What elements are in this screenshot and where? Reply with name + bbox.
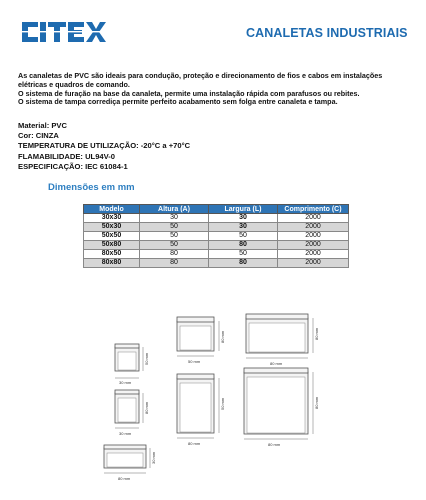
dimension-label: 80 mm [268, 442, 281, 447]
profile-drawing [104, 445, 156, 481]
table-cell: 80x50 [84, 250, 140, 259]
dimension-label: 80 mm [314, 327, 319, 340]
dimension-label: 80 mm [314, 396, 319, 409]
table-cell: 80 [209, 259, 278, 268]
spec-cor: Cor: CINZA [18, 131, 59, 141]
intro-line: As canaletas de PVC são ideais para condução, proteção e direcionamento de fios e cabos em instalações [18, 71, 383, 80]
dimension-label: 80 mm [144, 401, 149, 414]
table-cell: 2000 [278, 259, 349, 268]
intro-line: elétricas e quadros de comando. [18, 79, 130, 89]
intro-line: O sistema de furação na base da canaleta, permite uma instalação rápida com parafusos ou rebites. [18, 88, 360, 98]
dimension-label: 50 mm [220, 397, 225, 410]
table-cell: 80 [140, 250, 209, 259]
table-cell: 50x30 [84, 223, 140, 232]
intro-line: O sistema de tampa corrediça permite perfeito acabamento sem folga entre canaleta e tampa. [18, 97, 338, 107]
column-header: Modelo [84, 205, 140, 214]
table-cell: 80 [140, 259, 209, 268]
dimension-label: 80 mm [220, 330, 225, 343]
dimension-label: 80 mm [270, 361, 283, 366]
spec-temperatura: TEMPERATURA DE UTILIZAÇÃO: -20°C a +70°C [18, 141, 191, 151]
dimension-label: 80 mm [188, 441, 201, 446]
table-cell: 2000 [278, 241, 349, 250]
table-cell: 50x80 [84, 241, 140, 250]
table-cell: 50 [140, 241, 209, 250]
dimension-label: 50 mm [144, 352, 149, 365]
table-cell: 80x80 [84, 259, 140, 268]
profile-drawing [246, 314, 319, 366]
table-cell: 2000 [278, 250, 349, 259]
table-cell: 30 [209, 214, 278, 223]
dimension-label: 30 mm [119, 431, 132, 436]
spec-flamabilidade: FLAMABILIDADE: UL94V-0 [18, 151, 116, 161]
table-cell: 50 [140, 223, 209, 232]
page-title: CANALETAS INDUSTRIAIS [246, 26, 408, 40]
column-header: Largura (L) [209, 205, 278, 214]
profile-drawing [244, 368, 319, 447]
dimension-label: 30 mm [119, 380, 132, 385]
dimensions-title: Dimensões em mm [48, 182, 135, 193]
dimension-label: 80 mm [118, 476, 131, 481]
profile-drawing [177, 317, 225, 364]
spec-especificacao: ESPECIFICAÇÃO: IEC 61084-1 [18, 161, 128, 171]
column-header: Comprimento (C) [278, 205, 349, 214]
dimension-label: 30 mm [151, 451, 156, 464]
table-cell: 50 [209, 250, 278, 259]
table-cell: 50 [140, 232, 209, 241]
profile-drawing [115, 344, 149, 385]
table-cell: 30 [209, 223, 278, 232]
table-cell: 2000 [278, 232, 349, 241]
table-cell: 2000 [278, 223, 349, 232]
table-cell: 30 [140, 214, 209, 223]
column-header: Altura (A) [140, 205, 209, 214]
table-cell: 80 [209, 241, 278, 250]
table-cell: 30x30 [84, 214, 140, 223]
spec-material: Material: PVC [18, 121, 67, 130]
dimension-label: 50 mm [188, 359, 201, 364]
table-cell: 2000 [278, 214, 349, 223]
profile-drawing [177, 374, 225, 446]
table-cell: 50 [209, 232, 278, 241]
table-cell: 50x50 [84, 232, 140, 241]
profile-drawing [115, 390, 149, 436]
